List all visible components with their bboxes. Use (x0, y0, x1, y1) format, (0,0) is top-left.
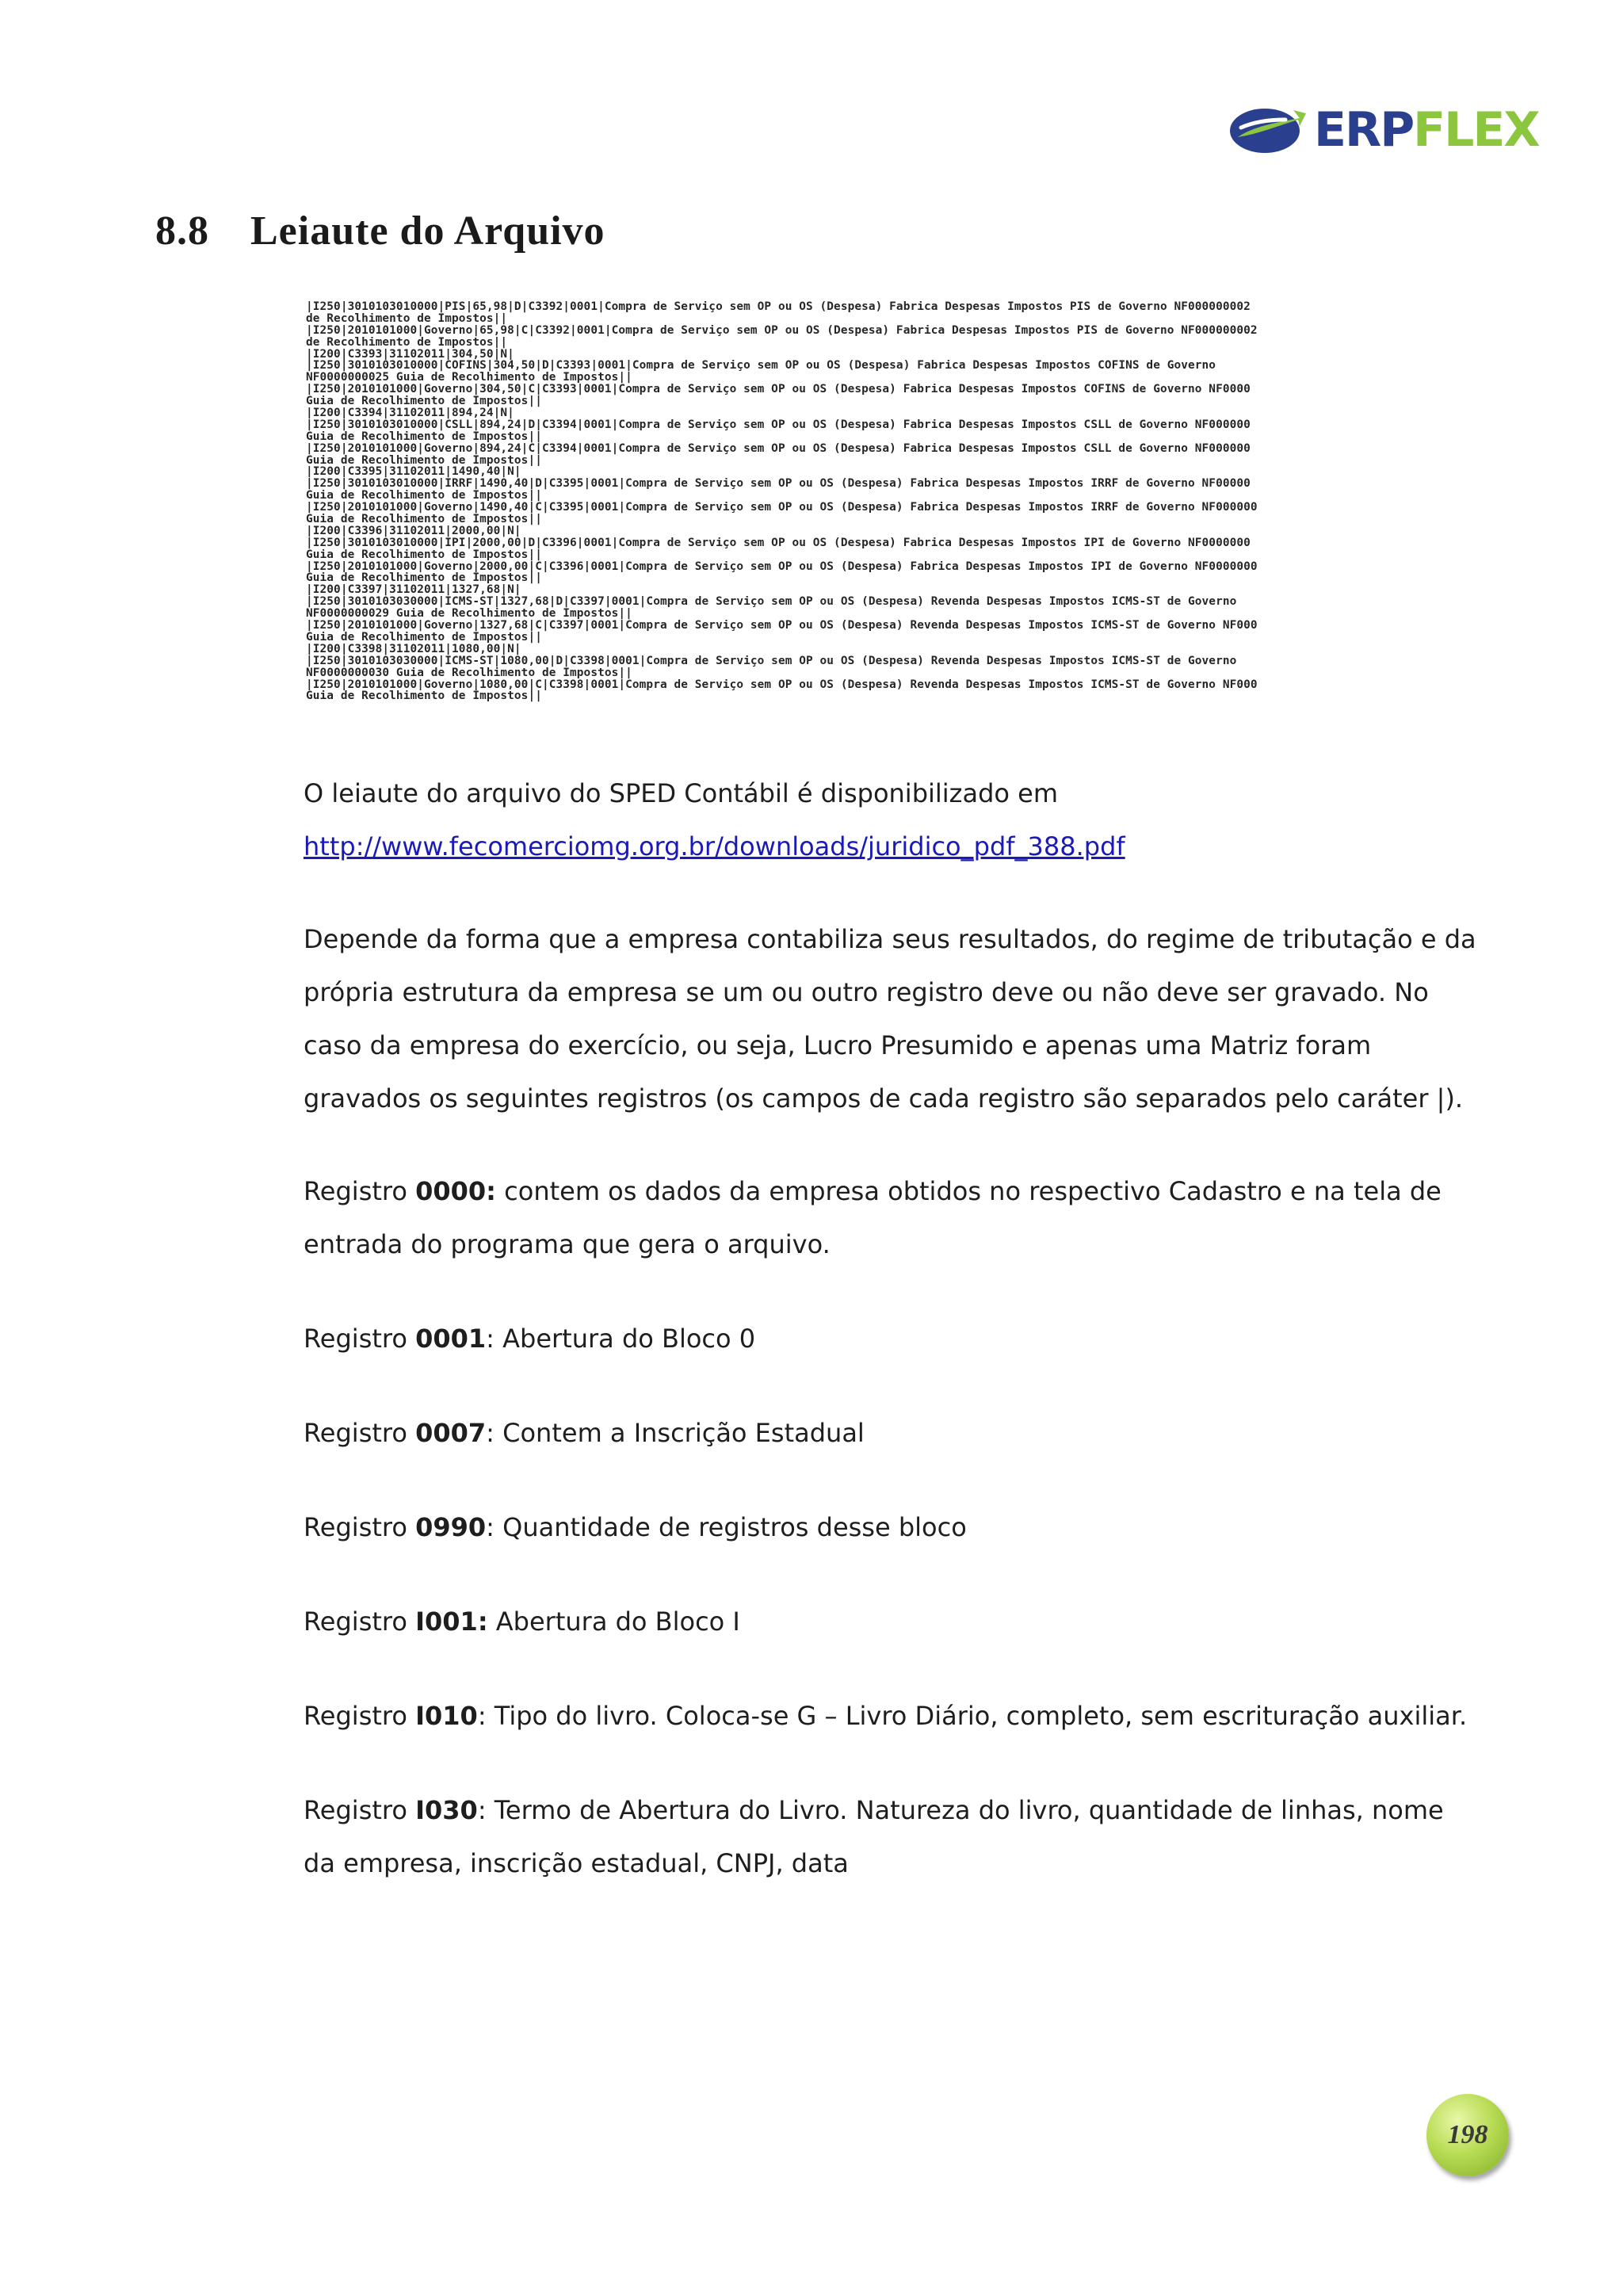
code-line: |I250|2010101000|Governo|894,24|C|C3394|0001|Compra de Serviço sem OP ou OS (Despesa) Fabrica Despesas Impostos CSLL de Governo NF000000 (306, 442, 1251, 455)
registro-item: Registro 0000: contem os dados da empresa obtidos no respectivo Cadastro e na tela de entrada do programa que gera o arquivo. (304, 1176, 1442, 1259)
code-line: |I200|C3396|31102011|2000,00|N| (306, 525, 521, 537)
registro-code: I010 (415, 1701, 478, 1731)
code-line: |I250|2010101000|Governo|1490,40|C|C3395|0001|Compra de Serviço sem OP ou OS (Despesa) Fabrica Despesas Impostos IRRF de Governo NF000000 (306, 502, 1258, 514)
registro-item: Registro 0001: Abertura do Bloco 0 (304, 1324, 756, 1354)
registro-code: 0001 (415, 1324, 487, 1354)
section-heading (155, 208, 605, 254)
code-line: |I250|2010101000|Governo|1080,00|C|C3398|0001|Compra de Serviço sem OP ou OS (Despesa) Revenda Despesas Impostos ICMS-ST de Governo NF000 (306, 678, 1258, 691)
code-line: |I250|2010101000|Governo|65,98|C|C3392|0001|Compra de Serviço sem OP ou OS (Despesa) Fabrica Despesas Impostos PIS de Governo NF000000002 (306, 324, 1258, 337)
erpflex-swoosh-icon (1227, 102, 1306, 158)
sped-file-listing (306, 301, 1368, 721)
registro-code: 0000: (415, 1176, 496, 1206)
registro-code: 0007 (415, 1418, 487, 1448)
logo-wordmark (1314, 102, 1539, 158)
layout-link[interactable]: http://www.fecomerciomg.org.br/downloads/juridico_pdf_388.pdf (304, 831, 1125, 861)
logo-text-erp: ERP (1314, 102, 1414, 158)
registro-item: Registro I001: Abertura do Bloco I (304, 1606, 740, 1637)
code-line: de Recolhimento de Impostos|| (306, 312, 508, 325)
code-line: |I250|3010103010000|COFINS|304,50|D|C3393|0001|Compra de Serviço sem OP ou OS (Despesa) Fabrica Despesas Impostos COFINS de Governo (306, 360, 1216, 372)
registros-list (304, 1165, 1476, 1890)
code-line: |I250|3010103030000|ICMS-ST|1327,68|D|C3397|0001|Compra de Serviço sem OP ou OS (Despesa) Revenda Despesas Impostos ICMS-ST de Governo (306, 596, 1237, 609)
paragraph-text: Depende da forma que a empresa contabiliza seus resultados, do regime de tributação e da própria estrutura da empresa se um ou outro registro deve ou não deve ser gravado. No caso da empresa do exercício, ou seja, Lucro Presumido e apenas uma Matriz foram gravados os seguintes registros (os campos de cada registro são separados pelo caráter |). (304, 924, 1476, 1114)
registro-code: 0990 (415, 1512, 487, 1542)
code-line: |I200|C3395|31102011|1490,40|N| (306, 466, 521, 479)
code-line: Guia de Recolhimento de Impostos|| (306, 454, 542, 467)
logo-text-flex: FLEX (1413, 102, 1539, 158)
registro-code: I001: (415, 1606, 488, 1637)
code-line: Guia de Recolhimento de Impostos|| (306, 631, 542, 644)
code-line: |I250|2010101000|Governo|304,50|C|C3393|0001|Compra de Serviço sem OP ou OS (Despesa) Fabrica Despesas Impostos COFINS de Governo NF0000 (306, 384, 1251, 396)
intro-text: O leiaute do arquivo do SPED Contábil é disponibilizado em (304, 778, 1058, 808)
code-line: NF0000000030 Guia de Recolhimento de Impostos|| (306, 667, 632, 679)
section-title: Leiaute do Arquivo (250, 208, 605, 254)
code-line: Guia de Recolhimento de Impostos|| (306, 548, 542, 561)
registro-code: I030 (415, 1795, 478, 1825)
code-line: Guia de Recolhimento de Impostos|| (306, 395, 542, 408)
code-line: de Recolhimento de Impostos|| (306, 336, 508, 349)
code-line: |I200|C3398|31102011|1080,00|N| (306, 643, 521, 655)
page-number-badge (1426, 2094, 1509, 2176)
page-number: 198 (1447, 2120, 1488, 2149)
code-line: Guia de Recolhimento de Impostos|| (306, 514, 542, 525)
code-line: NF0000000025 Guia de Recolhimento de Impostos|| (306, 372, 632, 384)
code-line: |I200|C3393|31102011|304,50|N| (306, 348, 514, 361)
code-line: |I200|C3394|31102011|894,24|N| (306, 407, 514, 419)
intro-block (304, 767, 1476, 873)
section-number: 8.8 (155, 208, 209, 254)
code-line: |I250|3010103030000|ICMS-ST|1080,00|D|C3398|0001|Compra de Serviço sem OP ou OS (Despesa) Revenda Despesas Impostos ICMS-ST de Governo (306, 655, 1237, 667)
code-line: Guia de Recolhimento de Impostos|| (306, 430, 542, 443)
code-line: Guia de Recolhimento de Impostos|| (306, 572, 542, 585)
code-line: Guia de Recolhimento de Impostos|| (306, 690, 542, 703)
code-line: NF0000000029 Guia de Recolhimento de Impostos|| (306, 608, 632, 621)
code-line: |I250|3010103010000|CSLL|894,24|D|C3394|0001|Compra de Serviço sem OP ou OS (Despesa) Fabrica Despesas Impostos CSLL de Governo NF000000 (306, 418, 1251, 431)
code-line: |I250|3010103010000|IRRF|1490,40|D|C3395|0001|Compra de Serviço sem OP ou OS (Despesa) Fabrica Despesas Impostos IRRF de Governo NF00000 (306, 478, 1251, 491)
registro-item: Registro I010: Tipo do livro. Coloca-se G – Livro Diário, completo, sem escrituração auxiliar. (304, 1701, 1468, 1731)
code-line: |I250|3010103010000|PIS|65,98|D|C3392|0001|Compra de Serviço sem OP ou OS (Despesa) Fabrica Despesas Impostos PIS de Governo NF000000002 (306, 301, 1251, 313)
registro-item: Registro 0990: Quantidade de registros desse bloco (304, 1512, 967, 1542)
registro-item: Registro 0007: Contem a Inscrição Estadual (304, 1418, 865, 1448)
registro-item: Registro I030: Termo de Abertura do Livro. Natureza do livro, quantidade de linhas, nome da empresa, inscrição estadual, CNPJ, data (304, 1795, 1444, 1878)
code-line: |I250|3010103010000|IPI|2000,00|D|C3396|0001|Compra de Serviço sem OP ou OS (Despesa) Fabrica Despesas Impostos IPI de Governo NF0000000 (306, 537, 1251, 549)
code-line: |I200|C3397|31102011|1327,68|N| (306, 584, 521, 597)
body-paragraph (304, 913, 1476, 1125)
code-line: |I250|2010101000|Governo|2000,00|C|C3396|0001|Compra de Serviço sem OP ou OS (Despesa) Fabrica Despesas Impostos IPI de Governo NF0000000 (306, 560, 1258, 573)
code-line: |I250|2010101000|Governo|1327,68|C|C3397|0001|Compra de Serviço sem OP ou OS (Despesa) Revenda Despesas Impostos ICMS-ST de Governo NF000 (306, 620, 1258, 632)
erpflex-logo (1227, 100, 1539, 160)
code-line: Guia de Recolhimento de Impostos|| (306, 490, 542, 502)
